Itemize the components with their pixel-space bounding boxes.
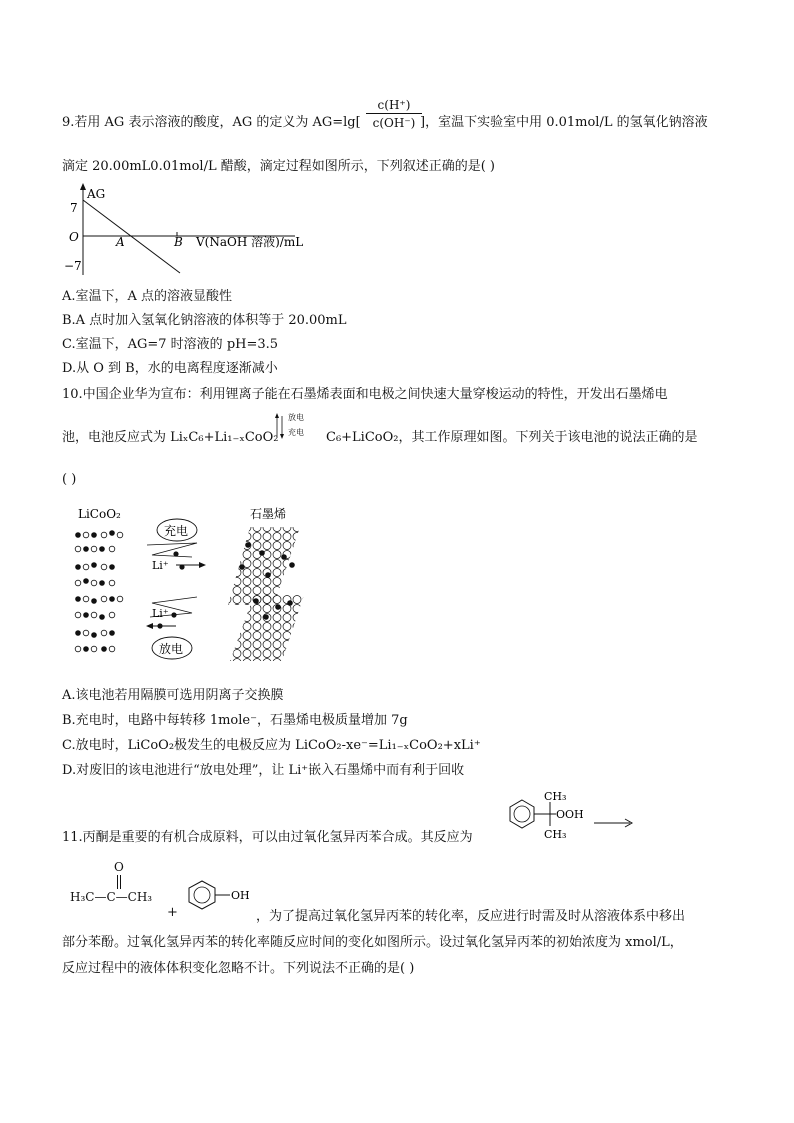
q10-line3: ( ): [62, 472, 77, 487]
q9-option-a: A.室温下，A 点的溶液显酸性: [62, 289, 233, 304]
q10-arrow-bottom: 充电: [288, 428, 304, 437]
q10-line1: 10.中国企业华为宣布：利用锂离子能在石墨烯表面和电极之间快速大量穿梭运动的特性，开发出石墨烯电: [62, 387, 668, 402]
q9-line1: [62, 111, 361, 130]
q9-ag-graph: [60, 180, 330, 280]
q9-origin: O: [69, 230, 79, 244]
q11-reaction-arrow-icon: [594, 818, 634, 828]
q9-y-arrow-icon: [80, 183, 86, 190]
q11-phenol-structure: [184, 878, 256, 914]
q10-right-label: 石墨烯: [250, 507, 287, 521]
q10-option-c: C.放电时，LiCoO₂极发生的电极反应为 LiCoO₂-xe⁻=Li₁₋ₓCoO₂+xLi⁺: [62, 738, 481, 753]
q10-graphene-sheet-upper: [228, 527, 300, 605]
q9-option-d: D.从 O 到 B，水的电离程度逐渐减小: [62, 361, 278, 376]
q9-line2: 滴定 20.00mL0.01mol/L 醋酸，滴定过程如图所示，下列叙述正确的是( ): [62, 159, 495, 174]
q10-option-d: D.对废旧的该电池进行“放电处理”，让 Li⁺嵌入石墨烯中而有利于回收: [62, 763, 465, 778]
q11-line4: 反应过程中的液体体积变化忽略不计。下列说法不正确的是( ): [62, 961, 415, 976]
q9-y-label: AG: [87, 187, 106, 201]
q9-y-top: 7: [70, 201, 78, 215]
q11-ch3-top: CH₃: [544, 790, 567, 803]
q11-ooh: OOH: [556, 808, 584, 821]
q10-charge-zigzag: [147, 543, 197, 557]
q9-option-c: C.室温下，AG=7 时溶液的 pH=3.5: [62, 337, 279, 352]
q11-acetone-o: O: [114, 860, 124, 874]
q10-charge-label: 充电: [164, 524, 189, 538]
q11-phenol-ring-icon: [189, 881, 215, 909]
q10-option-a: A.该电池若用隔膜可选用阴离子交换膜: [62, 688, 284, 703]
q10-arrow-top: 放电: [288, 413, 304, 422]
q10-li-ion-upper: Li⁺: [152, 559, 169, 572]
q11-line1: 11.丙酮是重要的有机合成原料，可以由过氧化氢异丙苯合成。其反应为: [62, 830, 473, 845]
q10-battery-diagram: [72, 505, 312, 665]
q10-discharge-arrow-icon: [146, 623, 153, 629]
q10-line2-post: C₆+LiCoO₂，其工作原理如图。下列关于该电池的说法正确的是: [326, 430, 698, 445]
q11-acetone-structure: [70, 860, 180, 910]
q9-y-bottom: −7: [64, 259, 82, 273]
q10-line2-pre: 池，电池反应式为 LiₓC₆+Li₁₋ₓCoO₂: [62, 430, 279, 445]
q11-benzene-ring-icon: [510, 800, 534, 828]
q9-frac-numerator: c(H⁺): [366, 98, 422, 114]
q11-phenol-oh: OH: [231, 889, 250, 902]
q9-point-b: B: [174, 235, 183, 249]
q10-li-ion-lower: Li⁺: [152, 607, 169, 620]
q9-frac-denominator: c(OH⁻): [372, 116, 416, 130]
q10-left-label: LiCoO₂: [78, 507, 121, 521]
q9-fraction: [366, 98, 422, 130]
q11-line2: ，为了提高过氧化氢异丙苯的转化率，反应进行时需及时从溶液体系中移出: [256, 909, 686, 924]
q11-cumene-hydroperoxide-structure: [500, 786, 640, 842]
q9-line1-pre: 9.若用 AG 表示溶液的酸度，AG 的定义为 AG=lg[: [62, 115, 361, 130]
q9-x-label: V(NaOH 溶液)/mL: [196, 235, 304, 249]
q10-charge-arrow-icon: [199, 562, 206, 568]
q10-equilibrium-arrows-icon: [272, 412, 288, 440]
q10-licoo2-layers: [75, 530, 123, 652]
q11-line3: 部分苯酚。过氧化氢异丙苯的转化率随反应时间的变化如图所示。设过氧化氢异丙苯的初始浓度为 xmol/L，: [62, 935, 683, 950]
q11-acetone-formula: H₃C—C—CH₃: [70, 890, 153, 904]
q9-option-b: B.A 点时加入氢氧化钠溶液的体积等于 20.00mL: [62, 313, 347, 328]
q11-plus: +: [167, 905, 178, 920]
q10-option-b: B.充电时，电路中每转移 1mole⁻，石墨烯电极质量增加 7g: [62, 713, 408, 728]
q9-point-a: A: [116, 235, 125, 249]
q9-line1-post: ]，室温下实验室中用 0.01mol/L 的氢氧化钠溶液: [420, 115, 708, 130]
q11-acetone-double-bond: [117, 875, 119, 889]
q10-reaction-arrow: [272, 412, 324, 440]
q11-ch3-bottom: CH₃: [544, 828, 567, 841]
q10-discharge-label: 放电: [159, 642, 184, 656]
